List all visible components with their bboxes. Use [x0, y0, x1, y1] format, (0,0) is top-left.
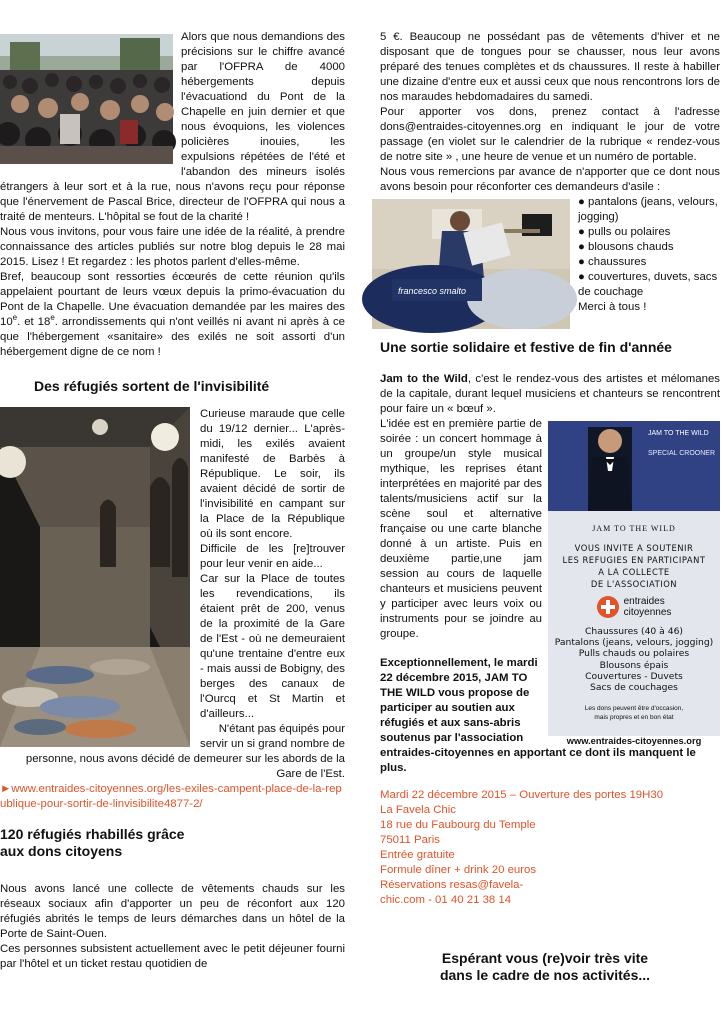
poster-item: Blousons épais: [599, 659, 669, 671]
donation-paragraph: Nous vous remercions par avance de n'apporter que ce dont nous avons besoin pour réconforter ces demandeurs d'asile :: [380, 166, 720, 193]
event-line: Formule dîner + drink 20 euros: [380, 864, 537, 876]
poster-note: [548, 705, 720, 722]
rhabilles-paragraph: Ces personnes subsistent actuellement avec le petit déjeuner fourni par l'hôtel et un ticket restau quotidien de: [0, 943, 345, 970]
needs-list-item: ● pantalons (jeans, velours, jogging): [578, 196, 718, 223]
poster-items: [548, 626, 720, 693]
poster-brand-top: JAM TO THE WILD: [648, 430, 709, 437]
event-line: Réservations resas@favela-chic.com - 01 40 21 38 14: [380, 879, 524, 906]
invisibilite-paragraph: N'étant pas équipés pour servir un si grand nombre de personne, nous avons décidé de demeurer sur les abords de la Gare de l'Est.: [25, 723, 345, 780]
poster-item: Couvertures - Duvets: [585, 670, 683, 682]
closing-message: [400, 950, 690, 984]
poster-website: www.entraides-citoyennes.org: [566, 736, 702, 747]
invisibilite-paragraph: Curieuse maraude que celle du 19/12 dernier... L'après-midi, les exilés avaient manifesté de Barbès à République. Le soir, ils avaient décidé de sortir de l'invisibilité en campant sur la Place de la République où ils sont encore.: [200, 408, 345, 540]
closing-line: dans le cadre de nos activités...: [439, 967, 651, 983]
invisibilite-paragraph: Car sur la Place de toutes les revendications, ils étaient prêt de 200, venus de la proximité de la Gare de l'Est - où ne demeuraient qu'une trentaine d'entre eux - mais aussi de Bobigny, des berges des canaux de l'Ourcq et St Martin et d'ailleurs...: [200, 573, 345, 720]
intro-paragraph: Nous vous invitons, pour vous faire une idée de la réalité, à prendre connaissance des articles publiés sur notre blog depuis le 28 mai 2015. Lisez ! Et regardez : les photos parlent d'elles-même.: [0, 226, 345, 268]
poster-invite: [548, 542, 720, 590]
hotel-room-photo: [372, 199, 570, 329]
needs-list-item: ● pulls ou polaires: [578, 226, 671, 238]
event-line: La Favela Chic: [380, 804, 456, 816]
event-line: Entrée gratuite: [380, 849, 455, 861]
poster-item: Sacs de couchages: [590, 682, 678, 694]
event-line: 18 rue du Faubourg du Temple: [380, 819, 536, 831]
crowd-photo: [0, 34, 173, 164]
right-column: [380, 30, 720, 908]
logo-text: citoyennes: [623, 607, 672, 618]
logo-emblem-icon: [597, 596, 619, 618]
poster-item: Chaussures (40 à 46): [584, 626, 684, 637]
needs-list-item: ● blousons chauds: [578, 241, 674, 253]
donation-paragraph: 5 €. Beaucoup ne possédant pas de vêtements d'hiver et ne disposant que de tongues pour se chausser, nous leur avons préparé des tenues complètes et ds chaussures. Il reste à habiller une dizaine d'entre eux et aussi ceux que nous rencontrons lors de nos maraudes hebdomadaires du samedi.: [380, 31, 720, 103]
invisibilite-paragraph: Difficile de les [re]trouver pour leur venir en aide...: [200, 543, 345, 570]
intro-paragraph: Bref, beaucoup sont ressorties écœurés de cette réunion qu'ils appelaient pourtant de leurs vœux depuis la primo-évacuation du Pont de la Chapelle. Une évacuation demandée par les maires des 10e. et 18e. arrondissements qui n'ont veillés ni avant ni après à ce que l'hébergement «sanitaire» des exilés ne soit assorti d'un hébergement digne de ce nom !: [0, 271, 345, 358]
sortie-paragraph: L'idée est en première partie de soirée : un concert hommage à un groupe/un style musical mythique, les reprises étant interprétées en majorité par des talents/musiciens actif sur la scène soul et alternative française ou une carte blanche donné à un artiste. Puis en deuxième partie,une jam session au cours de laquelle chanteurs et musiciens peuvent y participer avec leurs voix ou instruments pour se joindre au groupe.: [380, 418, 542, 640]
blog-link[interactable]: ►www.entraides-citoyennes.org/les-exiles-campent-place-de-la-republique-pour-sortir-de-linvisibilite4877-2/: [0, 783, 342, 810]
poster-brand-mid: JAM TO THE WILD: [592, 524, 676, 533]
logo-text: entraides: [623, 596, 665, 607]
poster-note-line: mais propres et en bon état: [594, 713, 674, 721]
poster-note-line: Les dons peuvent être d'occasion,: [584, 705, 684, 713]
left-column: [0, 30, 345, 972]
needs-list-item: ● chaussures: [578, 256, 647, 268]
corridor-photo: [0, 407, 190, 747]
donation-paragraph: Pour apporter vos dons, prenez contact à l'adresse dons@entraides-citoyennes.org en indiquant le jour de votre passage (en violet sur le calendrier de la rubrique « rendez-vous de notre site » , une heure de venue et un numéro de portable.: [380, 106, 720, 163]
event-details: [380, 788, 720, 908]
poster-invite-line: DE L'ASSOCIATION: [590, 579, 678, 589]
poster-invite-line: LES REFUGIES EN PARTICIPANT: [562, 555, 706, 565]
intro-paragraph: Alors que nous demandions des précisions sur le chiffre avancé par l'OFPRA de 4000 hébergements depuis l'évacuationd du Pont de la Chapelle en juin dernier et que nous évoquions, les violences policières inouies, les expulsions répétées de l'été et l'abandon des mineurs isolés étrangers à leur sort et à la rue, nous n'avons reçu pour réponse que l'énervement de Pascal Brice, directeur de l'OFPRA qui nous a traité de menteurs. L'hôpital se fout de la charité !: [0, 31, 345, 223]
rhabilles-paragraph: Nous avons lancé une collecte de vêtements chauds sur les réseaux sociaux afin d'apporter un peu de réconfort aux 120 réfugiés abrités le temps de leurs démarches dans un hôtel de la Porte de Saint-Ouen.: [0, 883, 345, 940]
poster-invite-line: VOUS INVITE A SOUTENIR: [574, 543, 694, 553]
jam-to-the-wild-poster: [548, 421, 720, 747]
closing-line: Espérant vous (re)voir très vite: [441, 950, 649, 966]
entraides-logo: [548, 596, 720, 618]
poster-invite-line: A LA COLLECTE: [598, 567, 670, 577]
thanks-text: Merci à tous !: [578, 301, 647, 313]
section-heading: 120 réfugiés rhabillés grâce aux dons citoyens: [0, 826, 185, 859]
poster-special-label: SPECIAL CROONER: [648, 450, 716, 457]
section-heading: Une sortie solidaire et festive de fin d'année: [380, 339, 672, 355]
section-heading: Des réfugiés sortent de l'invisibilité: [34, 378, 270, 394]
poster-item: Pantalons (jeans, velours, jogging): [554, 637, 714, 649]
sortie-paragraph: Jam to the Wild, c'est le rendez-vous des artistes et mélomanes de la capitale, durant lequel musiciens et chanteurs se rencontrent pour faire un « bœuf ».: [380, 373, 720, 415]
event-line: Mardi 22 décembre 2015 – Ouverture des portes 19H30: [380, 789, 664, 801]
event-announcement: Exceptionnellement, le mardi 22 décembre 2015, JAM TO THE WILD vous propose de participer au soutien aux réfugiés et aux sans-abris soutenus par l'association entraides-citoyennes en apportant ce dont ils manquent le plus.: [380, 657, 696, 774]
poster-item: Pulls chauds ou polaires: [578, 648, 690, 660]
bag-brand-label: francesco smalto: [398, 286, 467, 296]
event-line: 75011 Paris: [380, 834, 440, 846]
needs-list-item: ● couvertures, duvets, sacs de couchage: [578, 271, 718, 298]
